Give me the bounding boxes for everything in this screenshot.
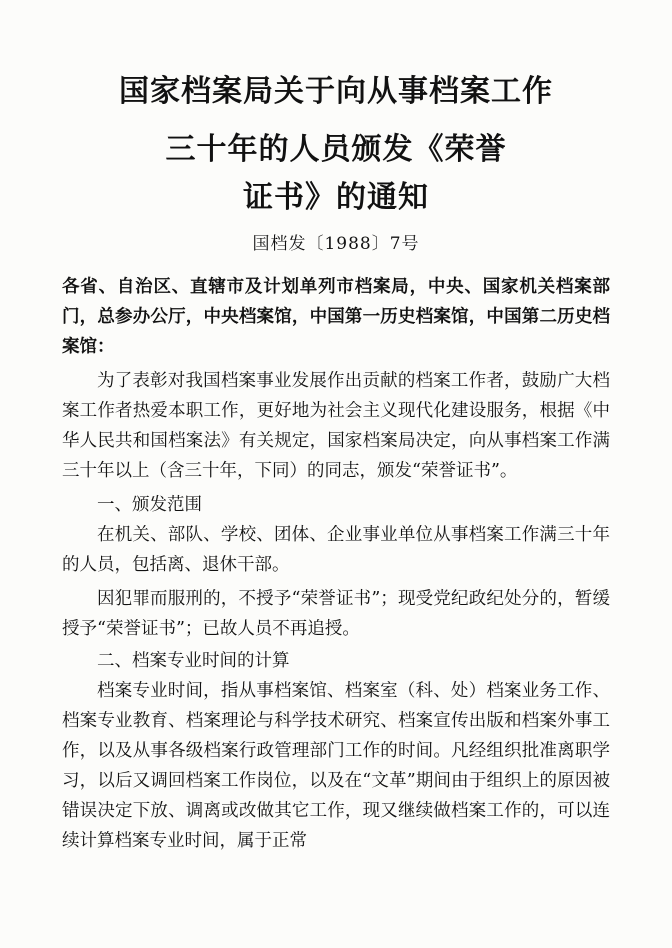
title-line-1: 国家档案局关于向从事档案工作 <box>119 74 553 109</box>
section-1-paragraph-2: 因犯罪而服刑的，不授予“荣誉证书”；现受党纪政纪处分的，暂缓授予“荣誉证书”；已故人员不再追授。 <box>62 589 610 639</box>
intro-paragraph: 为了表彰对我国档案事业发展作出贡献的档案工作者，鼓励广大档案工作者热爱本职工作，更好地为社会主义现代化建设服务，根据《中华人民共和国档案法》有关规定，国家档案局决定，向从事档案工作满三十年以上（含三十年，下同）的同志，颁发“荣誉证书”。 <box>62 371 610 481</box>
document-number: 国档发〔1988〕7号 <box>252 234 420 254</box>
section-1-heading: 一、颁发范围 <box>97 495 202 515</box>
section-1-paragraph-1: 在机关、部队、学校、团体、企业事业单位从事档案工作满三十年的人员，包括离、退休干部。 <box>62 525 610 575</box>
section-2-heading: 二、档案专业时间的计算 <box>97 651 290 671</box>
title-line-3: 证书》的通知 <box>243 180 429 215</box>
title-line-2: 三十年的人员颁发《荣誉 <box>165 132 507 167</box>
addressee: 各省、自治区、直辖市及计划单列市档案局，中央、国家机关档案部门，总参办公厅，中央档案馆，中国第一历史档案馆，中国第二历史档案馆： <box>62 277 610 357</box>
document-body <box>62 272 610 856</box>
section-2-paragraph-1: 档案专业时间，指从事档案馆、档案室（科、处）档案业务工作、档案专业教育、档案理论与科学技术研究、档案宣传出版和档案外事工作，以及从事各级档案行政管理部门工作的时间。凡经组织批准离职学习，以后又调回档案工作岗位，以及在“文革”期间由于组织上的原因被错误决定下放、调离或改做其它工作，现又继续做档案工作的，可以连续计算档案专业时间，属于正常 <box>62 681 610 851</box>
